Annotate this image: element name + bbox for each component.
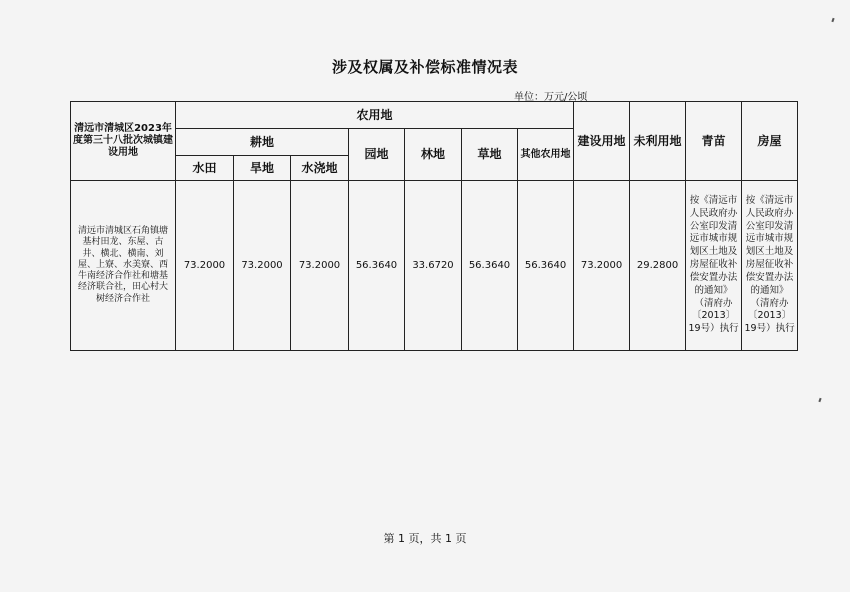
cell-forest: 33.6720 (405, 181, 462, 351)
header-cultivated: 耕地 (176, 129, 349, 156)
compensation-table (70, 101, 798, 351)
header-other-farmland: 其他农用地 (518, 129, 574, 181)
cell-irrigated: 73.2000 (291, 181, 349, 351)
header-irrigated: 水浇地 (291, 156, 349, 181)
cell-unused: 29.2800 (630, 181, 686, 351)
header-unused-land: 未利用地 (630, 102, 686, 181)
cell-seedlings: 按《清远市人民政府办公室印发清远市城市规划区土地及房屋征收补偿安置办法的通知》（清府办〔2013〕19号）执行 (686, 181, 742, 351)
header-land-batch: 清远市清城区2023年度第三十八批次城镇建设用地 (71, 102, 176, 181)
cell-grass: 56.3640 (462, 181, 518, 351)
cell-dry: 73.2000 (234, 181, 291, 351)
page-title: 涉及权属及补偿标准情况表 (331, 58, 518, 76)
header-construction-land: 建设用地 (574, 102, 630, 181)
unit-label: 单位：万元/公顷 (514, 92, 588, 103)
page-footer: 第 1 页，共 1 页 (383, 532, 467, 545)
header-forest: 林地 (405, 129, 462, 181)
header-housing: 房屋 (742, 102, 798, 181)
cell-housing: 按《清远市人民政府办公室印发清远市城市规划区土地及房屋征收补偿安置办法的通知》（清府办〔2013〕19号）执行 (742, 181, 798, 351)
scan-speck (831, 18, 834, 22)
header-dry: 旱地 (234, 156, 291, 181)
row-label: 清远市清城区石角镇塘基村田龙、东屋、古井、横北、横南、刘屋、上寮、水美寮、西牛南经济合作社和塘基经济联合社，田心村大树经济合作社 (71, 181, 176, 351)
header-paddy: 水田 (176, 156, 234, 181)
cell-paddy: 73.2000 (176, 181, 234, 351)
header-garden: 园地 (349, 129, 405, 181)
header-seedlings: 青苗 (686, 102, 742, 181)
cell-garden: 56.3640 (349, 181, 405, 351)
header-farmland: 农用地 (176, 102, 574, 129)
cell-construction: 73.2000 (574, 181, 630, 351)
cell-other-farmland: 56.3640 (518, 181, 574, 351)
scan-speck (818, 398, 821, 402)
header-grass: 草地 (462, 129, 518, 181)
